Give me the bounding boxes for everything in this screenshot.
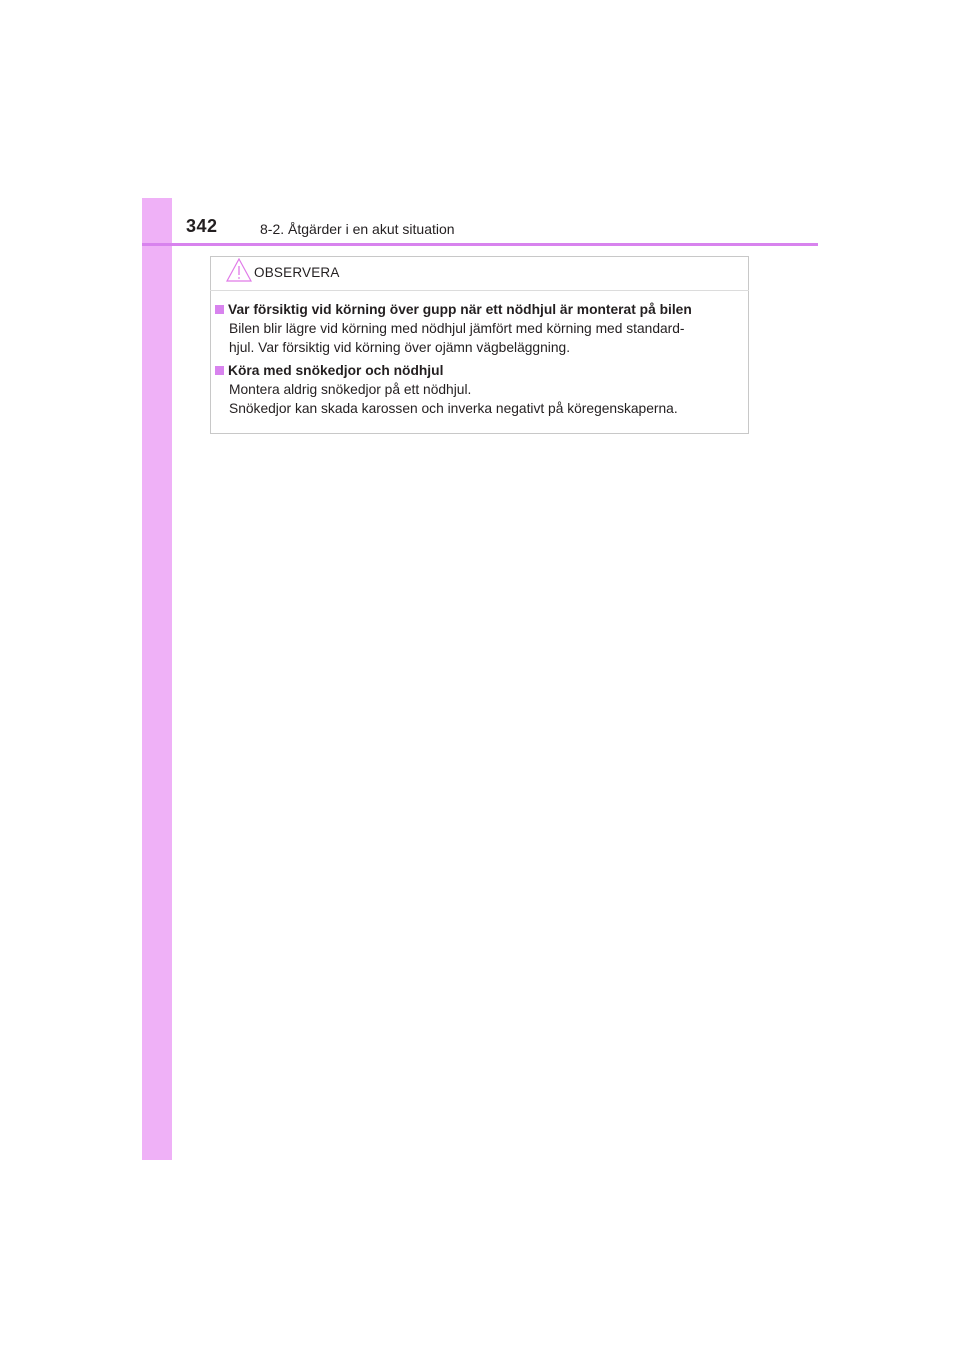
body-line: Bilen blir lägre vid körning med nödhjul jämfört med körning med standard- (229, 321, 685, 336)
caution-item (215, 361, 749, 418)
bullet-square-icon (215, 305, 224, 314)
item-heading: Var försiktig vid körning över gupp när ett nödhjul är monterat på bilen (215, 300, 749, 319)
page-number: 342 (186, 216, 218, 236)
bullet-square-icon (215, 366, 224, 375)
header-rule (142, 243, 818, 246)
item-heading: Köra med snökedjor och nödhjul (215, 361, 749, 380)
body-line: Montera aldrig snökedjor på ett nödhjul. (229, 382, 472, 397)
caution-label: OBSERVERA (254, 265, 340, 280)
caution-item (215, 300, 749, 357)
chapter-side-band (142, 198, 172, 1160)
item-body (229, 380, 749, 418)
body-line: Snökedjor kan skada karossen och inverka negativt på köregenskaperna. (229, 401, 678, 416)
section-title: 8-2. Åtgärder i en akut situation (260, 221, 455, 237)
body-line: hjul. Var försiktig vid körning över ojämn vägbeläggning. (229, 340, 571, 355)
caution-divider (210, 290, 749, 291)
item-body (229, 319, 749, 357)
warning-triangle-icon (226, 258, 252, 282)
